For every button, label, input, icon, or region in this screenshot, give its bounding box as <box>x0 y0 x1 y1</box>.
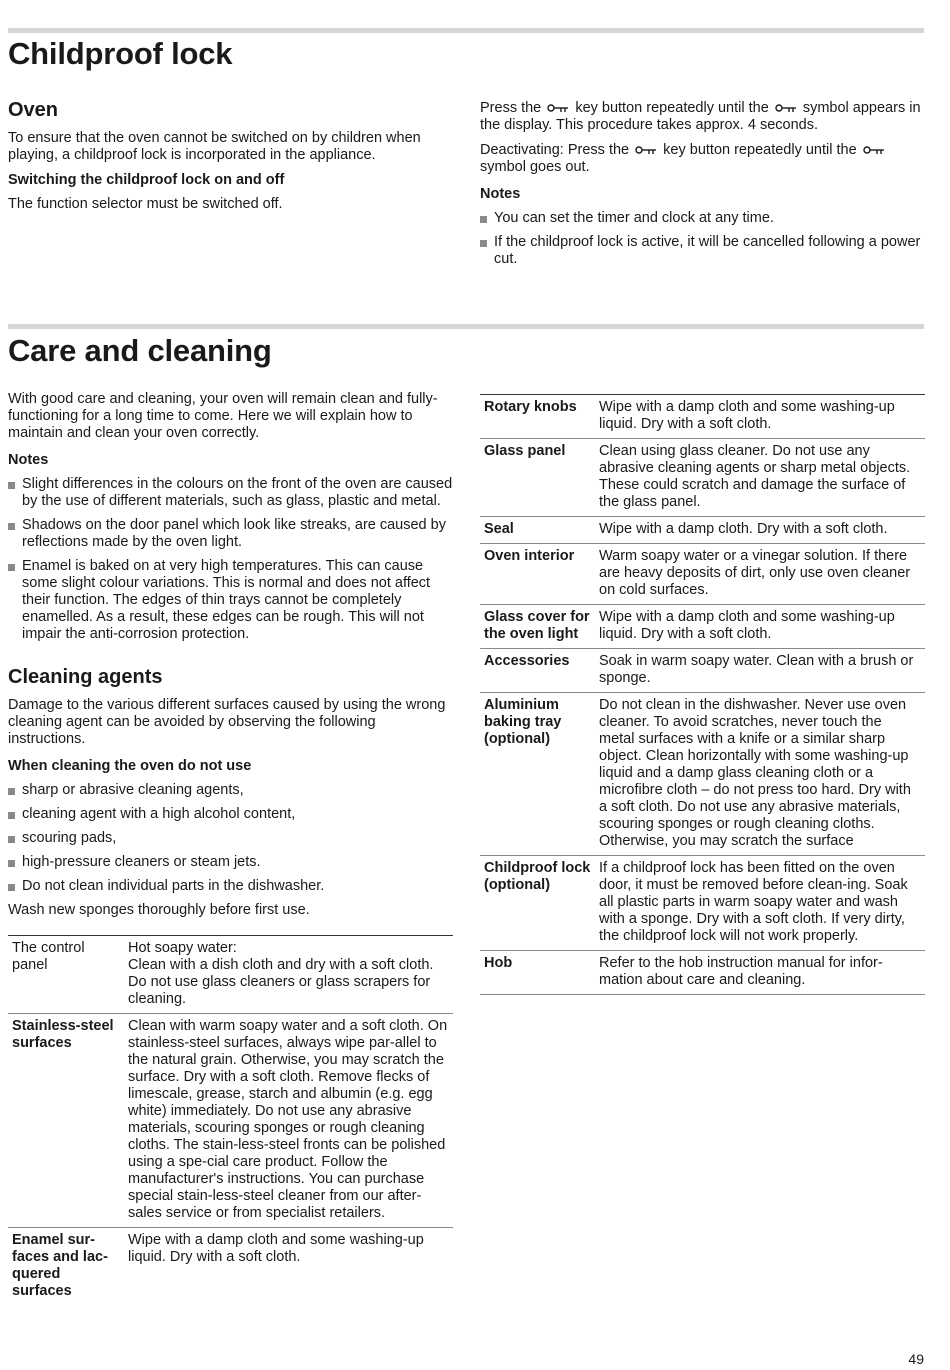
key-icon <box>547 103 569 113</box>
list-item: cleaning agent with a high alcohol content, <box>8 806 453 823</box>
care-intro: With good care and cleaning, your oven will remain clean and fully-functioning for a long time to come. Here we will explain how to maintain and clean your oven correctly. <box>8 391 438 441</box>
list-item: Enamel is baked on at very high temperatures. This can cause some slight colour variations. This is normal and does not affect their function. The edges of thin trays cannot be completely enamelled. As a result, these edges can be rough. This will not impair the anti-corrosion protection. <box>8 558 453 643</box>
section-rule <box>8 28 924 33</box>
table-value: Refer to the hob instruction manual for infor-mation about care and cleaning. <box>595 951 925 995</box>
table-value: Clean using glass cleaner. Do not use any abrasive cleaning agents or sharp metal objects. These could scratch and damage the surface of the glass panel. <box>595 439 925 517</box>
cleaning-agents-heading: Cleaning agents <box>8 666 163 688</box>
childproof-right-column <box>480 100 922 275</box>
table-key: Glass panel <box>480 439 595 517</box>
table-key: Hob <box>480 951 595 995</box>
table-value: Wipe with a damp cloth and some washing-up liquid. Dry with a soft cloth. <box>595 395 925 439</box>
table-key: Oven interior <box>480 544 595 605</box>
section-title-childproof: Childproof lock <box>8 36 233 71</box>
table-key: Stainless-steel surfaces <box>8 1014 124 1228</box>
table-row <box>480 951 925 995</box>
press-instruction <box>480 100 922 134</box>
list-item: scouring pads, <box>8 830 453 847</box>
donot-list <box>8 782 453 895</box>
list-item: If the childproof lock is active, it will be cancelled following a power cut. <box>480 234 922 268</box>
notes-heading: Notes <box>480 186 521 202</box>
table-key: The control panel <box>8 936 124 1014</box>
press-text-2: key button repeatedly until the <box>575 100 769 116</box>
table-row <box>8 1014 453 1228</box>
table-key: Glass cover for the oven light <box>480 605 595 649</box>
table-row <box>8 936 453 1014</box>
table-value: If a childproof lock has been fitted on the oven door, it must be removed before clean-ing. Soak all plastic parts in warm soapy water and wash with a sponge. Dry with a soft cloth. If very dirty, the childproof lock will not work properly. <box>595 856 925 951</box>
table-value: Do not clean in the dishwasher. Never use oven cleaner. To avoid scratches, never touch the metal surfaces with a knife or a similar sharp object. Clean horizontally with some washing-up liquid and a damp glass cleaning cloth or a microfibre cloth – do not press too hard. Dry with a soft cloth. Do not use any abrasive materials, scouring sponges or rough cleaning cloths. Otherwise, you may scratch the surface <box>595 693 925 856</box>
key-symbol-icon <box>863 145 885 155</box>
table-key: Childproof lock (optional) <box>480 856 595 951</box>
table-key: Seal <box>480 517 595 544</box>
switching-subheading: Switching the childproof lock on and off <box>8 172 285 188</box>
table-key: Enamel sur-faces and lac-quered surfaces <box>12 1232 108 1299</box>
left-cleaning-table <box>8 935 453 1305</box>
table-row <box>480 856 925 951</box>
deact-text-3: symbol goes out. <box>480 159 590 175</box>
table-value: Wipe with a damp cloth and some washing-up liquid. Dry with a soft cloth. <box>595 605 925 649</box>
key-symbol-icon <box>775 103 797 113</box>
cleaning-agents-intro: Damage to the various different surfaces caused by using the wrong cleaning agent can be avoided by observing the following instructions. <box>8 697 446 747</box>
childproof-intro: To ensure that the oven cannot be switched on by children when playing, a childproof lock is incorporated in the appliance. <box>8 130 421 163</box>
sponges-note: Wash new sponges thoroughly before first use. <box>8 902 310 918</box>
deact-text-2: key button repeatedly until the <box>663 142 857 158</box>
section-title-care: Care and cleaning <box>8 333 272 368</box>
list-item: Slight differences in the colours on the front of the oven are caused by the use of different materials, such as glass, plastic and metal. <box>8 476 453 510</box>
table-row <box>480 544 925 605</box>
oven-heading: Oven <box>8 99 59 121</box>
table-key: Aluminium baking tray (optional) <box>480 693 595 856</box>
section-rule <box>8 324 924 329</box>
key-icon <box>635 145 657 155</box>
deact-text-1: Deactivating: Press the <box>480 142 630 158</box>
care-left-column <box>8 391 453 1305</box>
list-item: You can set the timer and clock at any time. <box>480 210 922 227</box>
table-value: Warm soapy water or a vinegar solution. If there are heavy deposits of dirt, only use oven cleaner on cold surfaces. <box>595 544 925 605</box>
donot-heading: When cleaning the oven do not use <box>8 758 252 774</box>
switching-instruction: The function selector must be switched off. <box>8 196 283 212</box>
list-item: sharp or abrasive cleaning agents, <box>8 782 453 799</box>
list-item: Do not clean individual parts in the dishwasher. <box>8 878 453 895</box>
table-row <box>480 439 925 517</box>
care-notes-heading: Notes <box>8 452 49 468</box>
table-key: Accessories <box>480 649 595 693</box>
table-row <box>480 649 925 693</box>
list-item: high-pressure cleaners or steam jets. <box>8 854 453 871</box>
childproof-left-column <box>8 98 448 219</box>
table-value: Soak in warm soapy water. Clean with a brush or sponge. <box>595 649 925 693</box>
list-item: Shadows on the door panel which look like streaks, are caused by reflections made by the oven light. <box>8 517 453 551</box>
right-cleaning-table <box>480 394 925 995</box>
press-text-1: Press the <box>480 100 542 116</box>
table-value: Hot soapy water: Clean with a dish cloth and dry with a soft cloth. Do not use glass cleaners or glass scrapers for cleaning. <box>124 936 453 1014</box>
care-right-column <box>480 394 925 995</box>
deactivating-instruction <box>480 142 922 176</box>
table-row <box>8 1228 453 1306</box>
table-value: Wipe with a damp cloth and some washing-up liquid. Dry with a soft cloth. <box>128 1232 424 1265</box>
table-value: Wipe with a damp cloth. Dry with a soft cloth. <box>595 517 925 544</box>
table-row <box>480 605 925 649</box>
table-value: Clean with warm soapy water and a soft cloth. On stainless-steel surfaces, always wipe par-allel to the natural grain. Otherwise, you may scratch the surface. Dry with a soft cloth. Remove flecks of limescale, grease, starch and albumin (e.g. egg white) immediately. Do not use any abrasive materials, scouring sponges or rough cleaning cloths. The stain-less-steel fronts can be polished using a spe-cial care product. Follow the manufacturer's instructions. You can purchase special stain-less-steel cleaner from our after-sales service or from specialist retailers. <box>124 1014 453 1228</box>
table-row <box>480 517 925 544</box>
table-row <box>480 395 925 439</box>
childproof-notes-list <box>480 210 922 268</box>
table-key: Rotary knobs <box>480 395 595 439</box>
care-notes-list <box>8 476 453 643</box>
table-row <box>480 693 925 856</box>
page-number: 49 <box>908 1351 924 1367</box>
press-text-3: symbol appears in the display. This procedure takes approx. 4 seconds. <box>480 100 921 133</box>
